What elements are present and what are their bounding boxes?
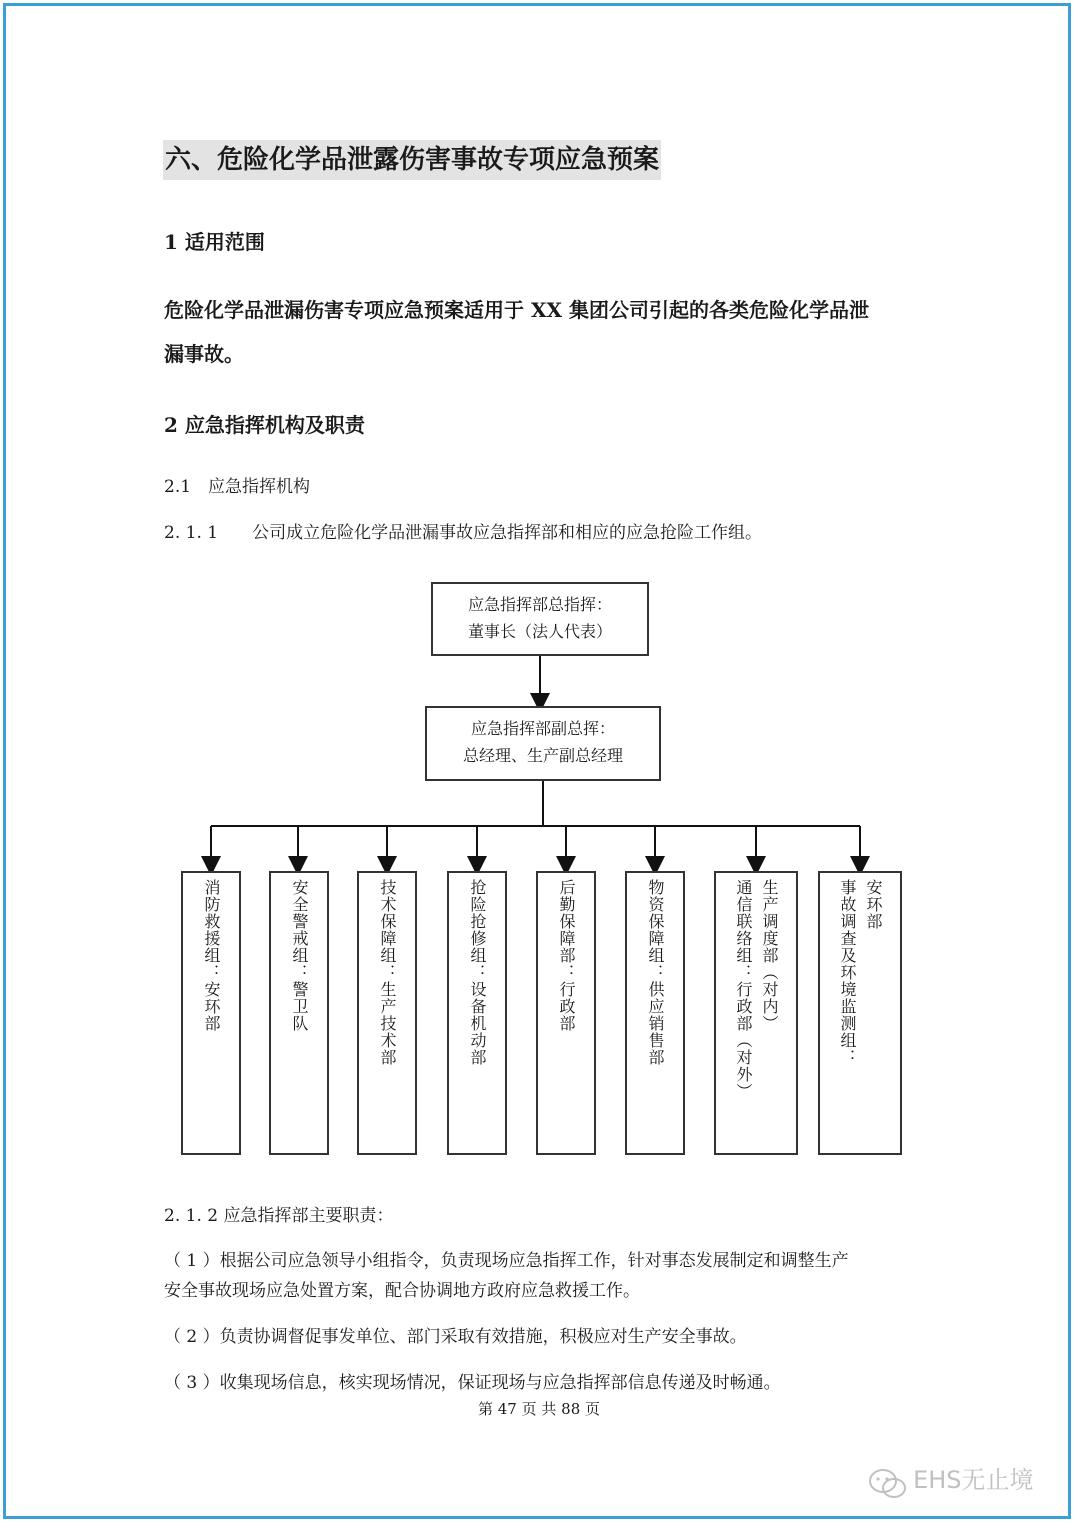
group-label: 安全警戒组：警卫队 [290, 879, 309, 1032]
section-heading-scope: 1 适用范围 [164, 230, 265, 254]
commander-title: 应急指挥部总指挥： [467, 595, 612, 614]
duty-item-1-line1: （ 1 ）根据公司应急领导小组指令，负责现场应急指挥工作，针对事态发展制定和调整生产 [164, 1251, 849, 1271]
org-group-repair [447, 871, 507, 1155]
watermark-text: EHS无止境 [913, 1466, 1034, 1494]
scope-paragraph-line1: 危险化学品泄漏伤害专项应急预案适用于 XX 集团公司引起的各类危险化学品泄 [164, 298, 869, 322]
watermark [868, 1460, 1034, 1501]
group-label-secondary: 安环部 [864, 879, 883, 930]
deputy-person: 总经理、生产副总经理 [462, 746, 623, 765]
group-label: 后勤保障部：行政部 [557, 879, 576, 1032]
org-group-fire-rescue [181, 871, 241, 1155]
group-label: 通信联络组：行政部（对外） [734, 879, 753, 1100]
org-group-logistics [536, 871, 596, 1155]
page-title: 六、危险化学品泄露伤害事故专项应急预案 [163, 140, 661, 180]
group-label: 技术保障组：生产技术部 [378, 879, 397, 1066]
org-group-investigation [818, 871, 902, 1155]
duty-item-2: （ 2 ）负责协调督促事发单位、部门采取有效措施，积极应对生产安全事故。 [164, 1327, 747, 1347]
wechat-icon [868, 1467, 908, 1501]
org-box-commander [431, 582, 649, 656]
scope-paragraph-line2: 漏事故。 [164, 342, 244, 366]
group-label: 物资保障组：供应销售部 [646, 879, 665, 1066]
org-group-materials [625, 871, 685, 1155]
group-label: 抢险抢修组：设备机动部 [468, 879, 487, 1066]
group-label: 事故调查及环境监测组： [838, 879, 857, 1066]
page-number-footer: 第 47 页 共 88 页 [478, 1400, 601, 1418]
group-label: 消防救援组：安环部 [202, 879, 221, 1032]
org-group-communications [714, 871, 798, 1155]
duties-heading: 2. 1. 2 应急指挥部主要职责： [164, 1206, 394, 1226]
subsection-2-1-1: 2. 1. 1 公司成立危险化学品泄漏事故应急指挥部和相应的应急抢险工作组。 [164, 523, 763, 543]
commander-person: 董事长（法人代表） [467, 622, 612, 641]
section-heading-command: 2 应急指挥机构及职责 [164, 413, 365, 437]
org-box-deputy [425, 706, 661, 781]
org-group-tech-support [357, 871, 417, 1155]
org-group-security [269, 871, 329, 1155]
deputy-title: 应急指挥部副总挥： [470, 719, 615, 738]
subsection-2-1: 2.1 应急指挥机构 [164, 477, 311, 497]
duty-item-3: （ 3 ）收集现场信息，核实现场情况，保证现场与应急指挥部信息传递及时畅通。 [164, 1373, 781, 1393]
duty-item-1-line2: 安全事故现场应急处置方案，配合协调地方政府应急救援工作。 [164, 1281, 640, 1301]
group-label-secondary: 生产调度部（对内） [760, 879, 779, 1032]
